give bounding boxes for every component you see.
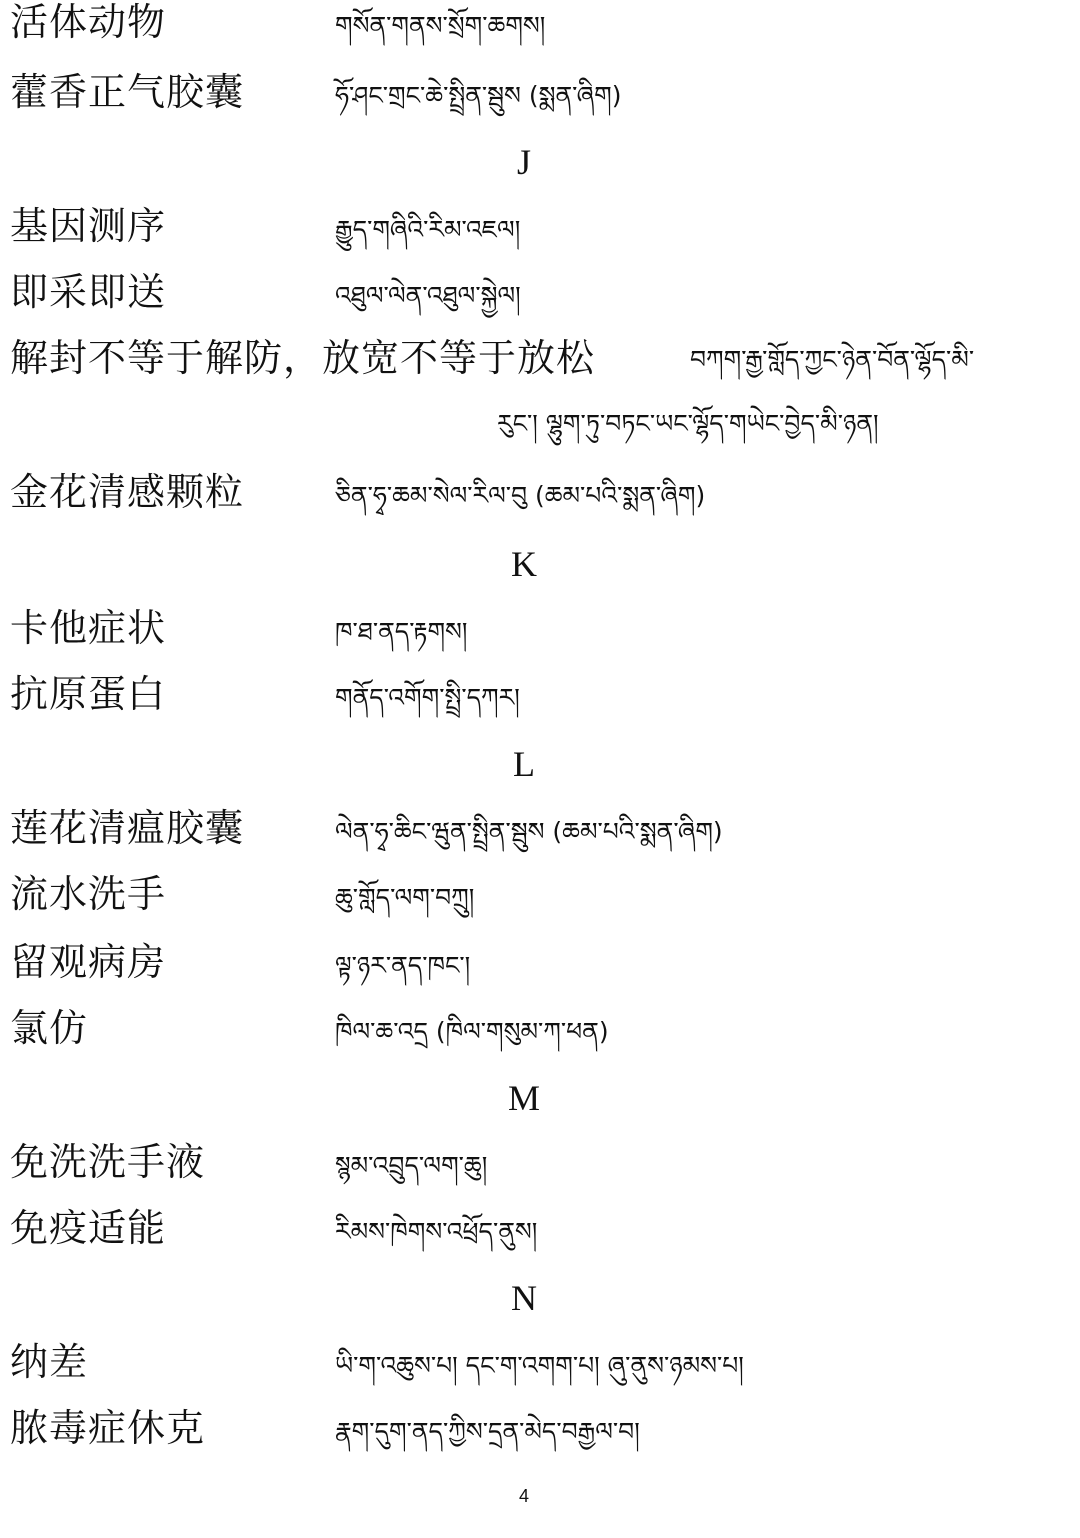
chinese-term: 纳差 <box>10 1340 89 1384</box>
tibetan-term: ཧོ་ཤང་གྲང་ཆེ་སྤྲིན་སྦུས (སྨན་ཞིག) <box>335 81 622 110</box>
chinese-term: 莲花清瘟胶囊 <box>10 806 245 850</box>
chinese-term: 氯仿 <box>10 1006 89 1050</box>
tibetan-term: རྣག་དུག་ནད་ཀྱིས་དྲན་མེད་བརྒྱལ་བ། <box>335 1417 640 1446</box>
section-letter-m: M <box>507 1078 540 1118</box>
entry-row-continuation <box>0 406 1080 466</box>
entry-row <box>0 1406 1080 1466</box>
chinese-term: 卡他症状 <box>10 606 167 650</box>
entry-row <box>0 70 1080 130</box>
section-letter-n: N <box>511 1278 537 1318</box>
chinese-term: 基因测序 <box>10 204 167 248</box>
chinese-term: 免疫适能 <box>10 1206 167 1250</box>
chinese-term: 免洗洗手液 <box>10 1140 206 1184</box>
tibetan-term: གནོད་འགོག་སྤྲི་དཀར། <box>335 683 520 712</box>
entry-row <box>0 672 1080 732</box>
entry-row <box>0 1206 1080 1266</box>
chinese-term: 抗原蛋白 <box>10 672 167 716</box>
chinese-term: 解封不等于解防，放宽不等于放松 <box>10 336 596 380</box>
chinese-term: 即采即送 <box>10 270 167 314</box>
entry-row <box>0 1140 1080 1200</box>
tibetan-term: རྒྱུད་གཞིའི་རིམ་འཇལ། <box>335 215 521 244</box>
tibetan-term: ཆུ་གློད་ལག་བཀྲུ། <box>335 883 475 912</box>
entry-row <box>0 872 1080 932</box>
page-number: 4 <box>518 1486 529 1506</box>
entry-row <box>0 336 1080 396</box>
tibetan-term: ལེན་ཧྭ་ཆིང་ཝུན་སྤྲིན་སྦུས (ཆམ་པའི་སྨན་ཞིག) <box>335 817 723 846</box>
tibetan-term: གསོན་གནས་སྲོག་ཆགས། <box>335 11 546 40</box>
entry-row <box>0 470 1080 530</box>
entry-row <box>0 0 1080 60</box>
tibetan-term: ལྟ་ཉར་ནད་ཁང་། <box>335 951 471 980</box>
chinese-term: 流水洗手 <box>10 872 167 916</box>
tibetan-term: ཁ་ཐ་ནད་རྟགས། <box>335 617 468 646</box>
entry-row <box>0 1340 1080 1400</box>
section-letter-j: J <box>516 142 531 182</box>
tibetan-term: ཅིན་ཧྭ་ཆམ་སེལ་རིལ་བུ (ཆམ་པའི་སྨན་ཞིག) <box>335 481 706 510</box>
tibetan-term-continuation: རུང་། ལྷུག་ཏུ་བཏང་ཡང་ལྷོད་གཡེང་བྱེད་མི་ཉན། <box>497 409 879 438</box>
chinese-term: 脓毒症休克 <box>10 1406 206 1450</box>
entry-row <box>0 204 1080 264</box>
entry-row <box>0 606 1080 666</box>
entry-row <box>0 940 1080 1000</box>
tibetan-term: འཐུལ་ལེན་འཐུལ་སྐྱེལ། <box>335 281 521 310</box>
entry-row <box>0 270 1080 330</box>
tibetan-term: ཁིལ་ཆ་འདྲ (ཁིལ་གསུམ་ཀ་ཕན) <box>335 1017 609 1046</box>
chinese-term: 藿香正气胶囊 <box>10 70 245 114</box>
section-letter-l: L <box>513 744 535 784</box>
section-letter-k: K <box>511 544 537 584</box>
tibetan-term: ཡི་ག་འཆུས་པ། དང་ག་འགག་པ། ཞུ་ནུས་ཉམས་པ། <box>335 1351 744 1380</box>
tibetan-term: བཀག་རྒྱ་གློད་ཀྱང་ཉེན་བོན་ལྷོད་མི་ <box>690 345 975 374</box>
entry-row <box>0 806 1080 866</box>
chinese-term: 活体动物 <box>10 0 167 44</box>
chinese-term: 留观病房 <box>10 940 167 984</box>
tibetan-term: རིམས་ཁེགས་འཕྲོད་ནུས། <box>335 1217 538 1246</box>
chinese-term: 金花清感颗粒 <box>10 470 245 514</box>
entry-row <box>0 1006 1080 1066</box>
tibetan-term: སྙམ་འབྲུད་ལག་ཆུ། <box>335 1151 488 1180</box>
